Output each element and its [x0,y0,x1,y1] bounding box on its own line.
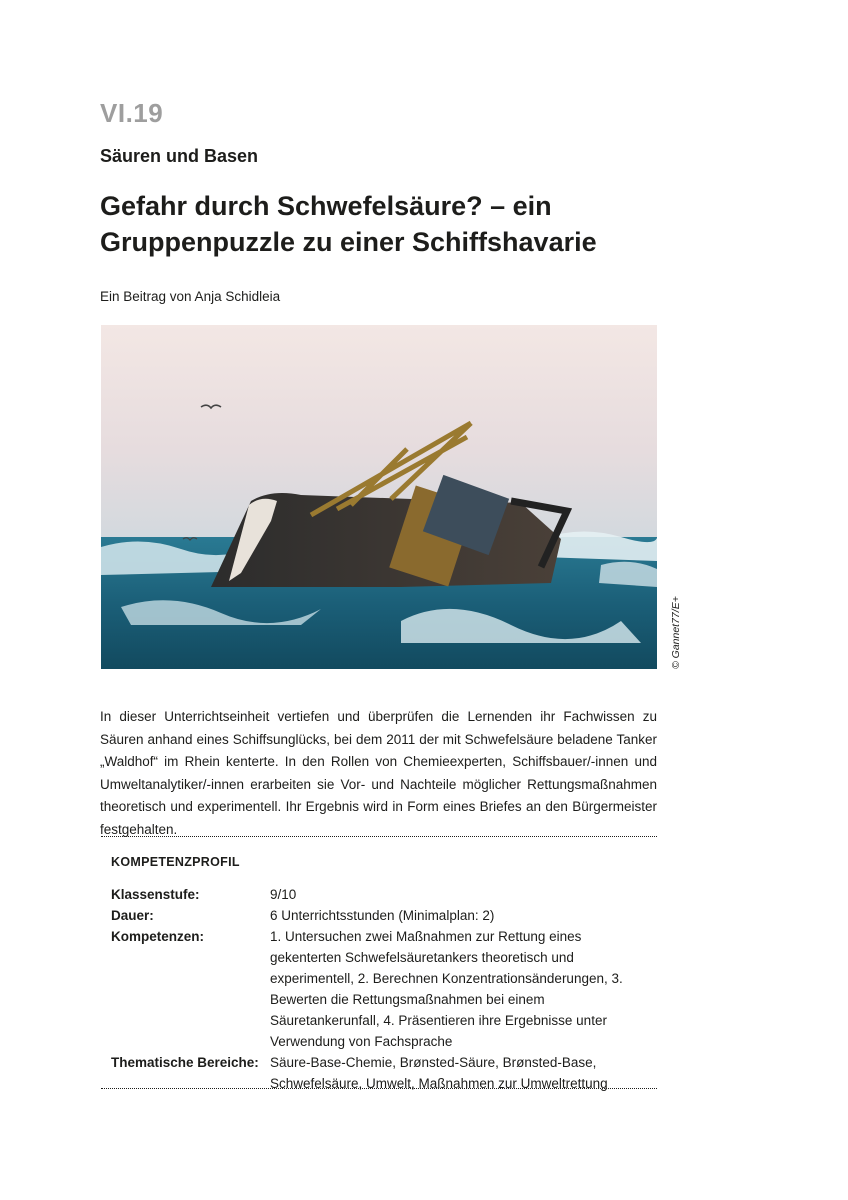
profile-value: 9/10 [270,887,297,902]
page-title-line-1: Gefahr durch Schwefelsäure? – ein [100,191,552,221]
profile-row [111,884,651,905]
author-line: Ein Beitrag von Anja Schidleia [100,289,281,304]
profile-row [111,926,651,1052]
intro-paragraph: In dieser Unterrichtseinheit vertiefen und überprüfen die Lernenden ihr Fachwissen zu Säuren anhand eines Schiffsunglücks, bei dem 2011 der mit Schwefelsäure beladene Tanker „Waldhof“ im Rhein kenterte. In den Rollen von Chemieexperten, Schiffsbauer/-innen und Umweltanalytiker/-innen erarbeiten sie Vor- und Nachteile möglicher Rettungsmaßnahmen theoretisch und experimentell. Ihr Ergebnis wird in Form eines Briefes an den Bürgermeister festgehalten. [100,709,657,837]
profile-label: Klassenstufe: [111,887,200,902]
profile-row [111,905,651,926]
profile-label: Thematische Bereiche: [111,1055,259,1070]
profile-value: Säure-Base-Chemie, Brønsted-Säure, Brønsted-Base, Schwefelsäure, Umwelt, Maßnahmen zur Umweltrettung [270,1055,608,1091]
page-title [100,188,700,260]
profile-value: 6 Unterrichtsstunden (Minimalplan: 2) [270,908,495,923]
competence-profile [111,884,651,1094]
capsized-ship-photo [101,325,657,669]
profile-heading: KOMPETENZPROFIL [111,855,240,869]
page-title-line-2: Gruppenpuzzle zu einer Schiffshavarie [100,227,597,257]
divider-bottom [101,1088,657,1089]
profile-label: Kompetenzen: [111,929,205,944]
profile-value: 1. Untersuchen zwei Maßnahmen zur Rettung eines gekenterten Schwefelsäuretankers theoretisch und experimentell, 2. Berechnen Konzentrationsänderungen, 3. Bewerten die Rettungsmaßnahmen bei einem Säuretankerunfall, 4. Präsentieren ihre Ergebnisse unter Verwendung von Fachsprache [270,929,623,1049]
chapter-number: VI.19 [100,98,164,128]
divider-top [101,836,657,837]
profile-label: Dauer: [111,908,154,923]
photo-credit: © Gannet77/E+ [670,596,682,669]
subject-heading: Säuren und Basen [100,146,259,166]
